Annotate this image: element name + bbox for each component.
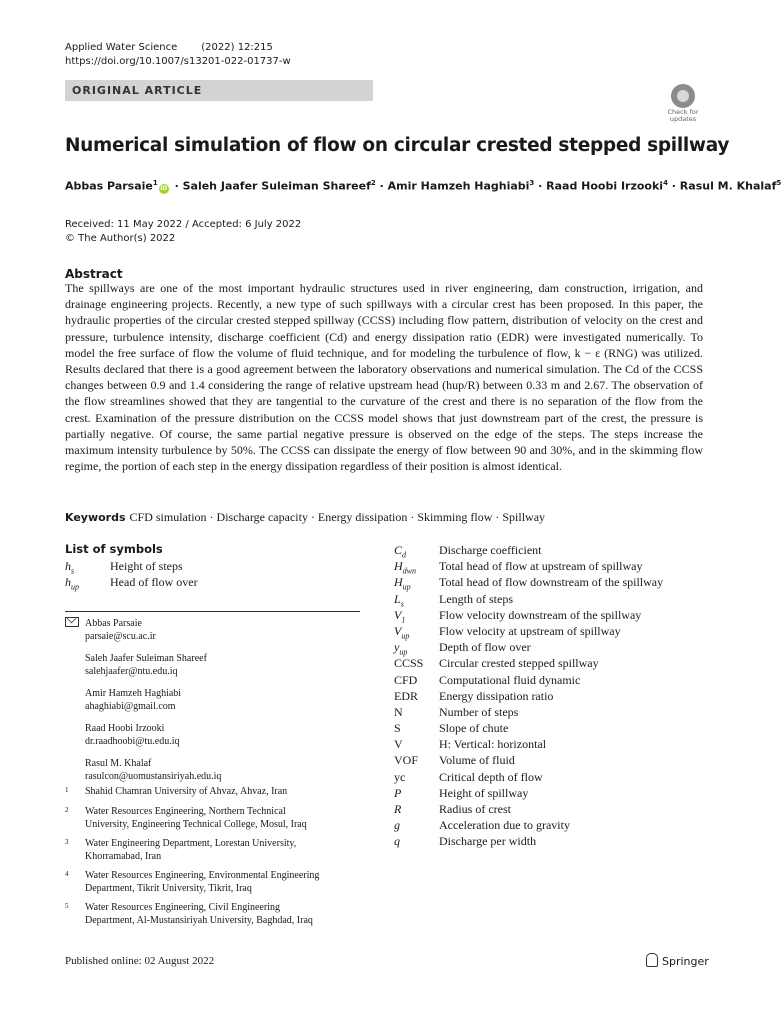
check-updates-icon bbox=[671, 84, 695, 108]
author-name: Raad Hoobi Irzooki bbox=[546, 179, 664, 193]
symbol-row bbox=[394, 558, 663, 574]
copyright: © The Author(s) 2022 bbox=[65, 233, 176, 244]
author-name: Abbas Parsaie bbox=[65, 179, 153, 193]
check-for-updates-badge[interactable] bbox=[663, 84, 703, 124]
author-list: Abbas Parsaie$^1$iD · Saleh Jaafer Suleiman Shareef$^2$ · Amir Hamzeh Haghiabi$^3$ · Raad Hoobi Irzooki$^4$ · Rasul M. Khalaf$^5$ bbox=[65, 179, 781, 193]
symbol-row bbox=[394, 639, 663, 655]
symbol: $H_{up}$ bbox=[394, 575, 411, 592]
contact-name: Amir Hamzeh Haghiabi bbox=[85, 688, 182, 699]
symbol-row bbox=[394, 655, 663, 671]
symbol-desc: Radius of crest bbox=[439, 802, 511, 816]
symbol: $h_s$ bbox=[65, 559, 75, 576]
symbol: P bbox=[394, 785, 402, 800]
symbol-row bbox=[394, 817, 663, 833]
symbol: $V_{up}$ bbox=[394, 623, 410, 641]
contact-email[interactable]: ahaghiabi@gmail.com bbox=[85, 700, 176, 712]
symbol-row bbox=[394, 785, 663, 801]
affiliation-number: 1 bbox=[65, 786, 69, 794]
symbol-desc: Critical depth of flow bbox=[439, 769, 543, 784]
symbol: $L_s$ bbox=[394, 591, 404, 608]
author-name: Amir Hamzeh Haghiabi bbox=[387, 179, 530, 193]
symbol-row bbox=[394, 769, 663, 785]
keywords-list: CFD simulation · Discharge capacity · Energy dissipation · Skimming flow · Spillway bbox=[129, 510, 546, 524]
orcid-icon[interactable]: iD bbox=[160, 184, 168, 192]
contact-email[interactable]: rasulcon@uomustansiriyah.edu.iq bbox=[85, 770, 222, 782]
symbol-row bbox=[394, 752, 663, 768]
abstract-text: The spillways are one of the most important hydraulic structures used in river engineering, dam construction, irrigation, and drainage engineering projects. Recently, a new type of such spillways with a circular crest has been proposed. In this paper, the hydraulic properties of the circular crested stepped spillway (CCSS) including flow pattern, distribution of velocity on the crest and pressure, turbulence intensity, discharge coefficient (Cd) and energy dissipation ratio (EDR) were investigated numerically. To model the free surface of flow the volume of fluid technique, and for modeling the turbulence of flow, k − ε (RNG) was utilized. Results declared that there is a good agreement between the laboratory observations and numerical simulation. The Cd of the CCSS changes between 0.9 and 1.4 considering the range of relative upstream head (hup/R) between 0.33 m and 2.67. The observation of the flow streamlines showed that they are tangential to the curvature of the crest and there is no separation of the flow from the crest. Examination of the pressure distribution on the CCSS model shows that just downstream part of the crest, the pressure is partially negative. Of course, the same partial negative pressure is observed on the edge of the steps. The steps increase the maximum intensity turbulence by 50%. The CCSS can dissipate the energy of flow between 90 and 30%, and in the skimming flow regime, the portion of each step in the energy dissipation regardless of their position is almost identical. bbox=[65, 281, 703, 474]
symbol-desc: Flow velocity at upstream of spillway bbox=[439, 623, 621, 638]
symbol-row bbox=[394, 688, 663, 704]
author-name: Rasul M. Khalaf bbox=[679, 179, 777, 193]
journal-volume: (2022) 12:215 bbox=[201, 42, 273, 53]
symbol: R bbox=[394, 802, 402, 816]
symbols-heading: List of symbols bbox=[65, 542, 163, 556]
symbol: EDR bbox=[394, 688, 418, 703]
symbol: $h_{up}$ bbox=[65, 575, 79, 592]
symbol-desc: Length of steps bbox=[439, 591, 513, 606]
affiliation-number: 3 bbox=[65, 838, 69, 846]
symbol-desc: Height of steps bbox=[110, 559, 183, 573]
corresponding-contacts bbox=[65, 617, 221, 783]
journal-name: Applied Water Science bbox=[65, 42, 178, 53]
affiliation-number: 4 bbox=[65, 870, 69, 878]
symbol-desc: Head of flow over bbox=[110, 575, 198, 589]
symbol: $y_{up}$ bbox=[394, 640, 408, 657]
symbol: VOF bbox=[394, 753, 419, 768]
symbol-desc: Height of spillway bbox=[439, 785, 529, 800]
envelope-icon bbox=[65, 617, 79, 627]
contact-email[interactable]: parsaie@scu.ac.ir bbox=[85, 630, 156, 642]
check-updates-label: Check for updates bbox=[667, 108, 699, 123]
symbol-desc: Depth of flow over bbox=[439, 640, 531, 655]
affiliation: 5 Water Resources Engineering, Civil Engineering Department, Al-Mustansiriyah University, Baghdad, Iraq bbox=[65, 902, 313, 926]
contact-name: Abbas Parsaie bbox=[65, 617, 221, 631]
symbols-list-right bbox=[394, 542, 663, 850]
keywords-heading: Keywords bbox=[65, 511, 126, 524]
contact-email[interactable]: salehjaafer@ntu.edu.iq bbox=[85, 665, 178, 677]
symbol-desc: Flow velocity downstream of the spillway bbox=[439, 607, 642, 622]
symbol-row bbox=[394, 801, 663, 817]
doi-link[interactable]: https://doi.org/10.1007/s13201-022-01737-w bbox=[65, 56, 291, 67]
symbol-desc: Volume of fluid bbox=[439, 753, 515, 768]
symbol-row bbox=[394, 833, 663, 849]
published-date: Published online: 02 August 2022 bbox=[65, 955, 215, 967]
symbol-desc: Energy dissipation ratio bbox=[439, 688, 554, 703]
contact-name: Raad Hoobi Irzooki bbox=[85, 723, 165, 734]
symbol: CFD bbox=[394, 672, 418, 687]
symbol-desc: Computational fluid dynamic bbox=[439, 672, 581, 687]
symbol-desc: Slope of chute bbox=[439, 721, 509, 736]
symbol: $H_{dwn}$ bbox=[394, 559, 417, 576]
symbol-row bbox=[394, 607, 663, 623]
affiliation: 4 Water Resources Engineering, Environmental Engineering Department, Tikrit University, Tikrit, Iraq bbox=[65, 870, 320, 894]
symbol-desc: Circular crested stepped spillway bbox=[439, 656, 599, 671]
symbol: N bbox=[394, 704, 403, 719]
symbol-desc: Total head of flow at upstream of spillway bbox=[439, 559, 643, 574]
symbol-row bbox=[394, 720, 663, 736]
symbol: yc bbox=[394, 769, 406, 784]
symbol-row bbox=[394, 704, 663, 720]
symbol-desc: H: Vertical: horizontal bbox=[439, 737, 547, 752]
received-accepted: Received: 11 May 2022 / Accepted: 6 July 2022 bbox=[65, 219, 302, 230]
symbol-row bbox=[394, 542, 663, 558]
affiliation-number: 5 bbox=[65, 902, 69, 910]
keywords bbox=[65, 510, 545, 525]
symbol: S bbox=[394, 721, 401, 736]
affiliation: 1 Shahid Chamran University of Ahvaz, Ahvaz, Iran bbox=[65, 786, 288, 797]
symbol-desc: Discharge coefficient bbox=[439, 543, 542, 557]
symbol-row bbox=[394, 574, 663, 590]
symbol: q bbox=[394, 834, 400, 849]
publisher-logo: Springer bbox=[646, 953, 709, 968]
symbol-row bbox=[394, 672, 663, 688]
paper-title: Numerical simulation of flow on circular crested stepped spillway bbox=[65, 135, 730, 156]
contact-name: Saleh Jaafer Suleiman Shareef bbox=[85, 653, 207, 664]
contact-email[interactable]: dr.raadhoobi@tu.edu.iq bbox=[85, 735, 180, 747]
symbol-desc: Discharge per width bbox=[439, 834, 537, 849]
symbol-row bbox=[394, 591, 663, 607]
article-type-banner: ORIGINAL ARTICLE bbox=[65, 80, 373, 101]
symbols-list-left bbox=[65, 558, 198, 590]
affiliation: 2 Water Resources Engineering, Northern Technical University, Engineering Technical College, Mosul, Iraq bbox=[65, 806, 307, 830]
symbol: V bbox=[394, 737, 403, 752]
symbol-row bbox=[65, 558, 198, 574]
springer-horse-icon bbox=[646, 953, 658, 967]
article-dates bbox=[65, 218, 301, 246]
symbol-desc: Acceleration due to gravity bbox=[439, 818, 570, 833]
symbol: g bbox=[394, 818, 400, 833]
abstract-heading: Abstract bbox=[65, 267, 123, 281]
symbol-desc: Number of steps bbox=[439, 704, 519, 719]
affiliation: 3 Water Engineering Department, Lorestan University, Khorramabad, Iran bbox=[65, 838, 297, 862]
contact-name: Rasul M. Khalaf bbox=[85, 758, 152, 769]
symbol-row bbox=[394, 623, 663, 639]
symbol: CCSS bbox=[394, 656, 424, 671]
symbol-row bbox=[65, 574, 198, 590]
journal-header bbox=[65, 41, 291, 69]
footnote-divider bbox=[65, 611, 360, 612]
symbol: $V_1$ bbox=[394, 607, 406, 625]
symbol-desc: Total head of flow downstream of the spillway bbox=[439, 575, 664, 590]
symbol-row bbox=[394, 736, 663, 752]
author-name: Saleh Jaafer Suleiman Shareef bbox=[182, 179, 371, 193]
affiliation-number: 2 bbox=[65, 806, 69, 814]
symbol: $C_d$ bbox=[394, 543, 407, 560]
